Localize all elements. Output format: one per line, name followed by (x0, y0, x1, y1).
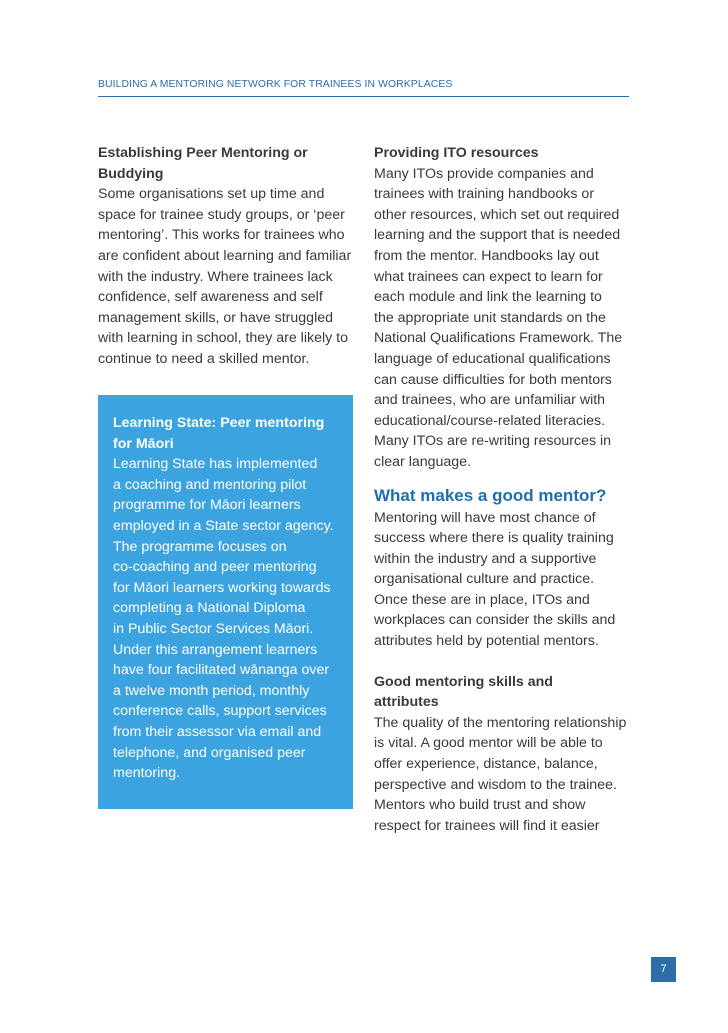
text-line: the appropriate unit standards on the (374, 309, 606, 326)
text-line: within the industry and a supportive (374, 550, 597, 567)
good-mentor-section-title: What makes a good mentor? (374, 485, 607, 505)
text-line: offer experience, distance, balance, (374, 756, 598, 773)
text-line: each module and link the learning to (374, 289, 602, 306)
text-line: from their assessor via email and (113, 723, 322, 740)
text-line: a twelve month period, monthly (113, 682, 310, 699)
text-line: The programme focuses on (113, 538, 287, 555)
text-line: attributes held by potential mentors. (374, 633, 599, 650)
text-line: The quality of the mentoring relationship (374, 714, 627, 731)
text-line: respect for trainees will find it easier (374, 817, 600, 834)
text-line: management skills, or have struggled (98, 309, 334, 326)
right-column (374, 143, 632, 836)
text-line: in Public Sector Services Māori. (113, 620, 314, 637)
text-line: National Qualifications Framework. The (374, 330, 623, 347)
text-line: employed in a State sector agency. (113, 517, 334, 534)
text-line: organisational culture and practice. (374, 571, 595, 588)
text-line: Mentoring will have most chance of (374, 509, 596, 526)
heading-line: attributes (374, 694, 439, 711)
text-line: Mentors who build trust and show (374, 797, 586, 814)
text-line: Many ITOs are re-writing resources in (374, 433, 612, 450)
case-study-callout (98, 395, 353, 809)
text-line: confidence, self awareness and self (98, 289, 323, 306)
text-line: Under this arrangement learners (113, 641, 318, 658)
text-line: success where there is quality training (374, 530, 614, 547)
text-line: perspective and wisdom to the trainee. (374, 776, 617, 793)
text-line: for Māori learners working towards (113, 579, 331, 596)
mentoring-skills-paragraph (374, 713, 632, 837)
callout-paragraph (113, 454, 341, 784)
text-line: with learning in school, they are likely to (98, 330, 348, 347)
header-rule (98, 96, 629, 97)
text-line: mentoring’. This works for trainees who (98, 227, 345, 244)
heading-line: for Māori (113, 435, 174, 452)
text-line: are confident about learning and familiar (98, 247, 352, 264)
text-line: telephone, and organised peer (113, 744, 306, 761)
text-line: co-coaching and peer mentoring (113, 559, 317, 576)
callout-heading (113, 413, 341, 454)
left-column (98, 143, 356, 370)
ito-resources-heading: Providing ITO resources (374, 145, 539, 161)
page-number: 7 (651, 957, 676, 982)
text-line: learning and the support that is needed (374, 227, 621, 244)
heading-line: Learning State: Peer mentoring (113, 415, 325, 431)
text-line: what trainees can expect to learn for (374, 268, 603, 285)
text-line: a coaching and mentoring pilot (113, 476, 307, 493)
peer-mentoring-paragraph (98, 184, 356, 369)
heading-line: Good mentoring skills and (374, 673, 553, 690)
good-mentor-paragraph (374, 508, 632, 652)
text-line: continue to need a skilled mentor. (98, 350, 310, 367)
text-line: mentoring. (113, 765, 181, 782)
heading-line: Buddying (98, 165, 164, 182)
mentoring-skills-heading (374, 672, 632, 713)
text-line: space for trainee study groups, or ‘peer (98, 206, 345, 223)
text-line: have four facilitated wānanga over (113, 662, 330, 679)
text-line: completing a National Diploma (113, 600, 306, 617)
text-line: language of educational qualifications (374, 350, 611, 367)
running-head: BUILDING A MENTORING NETWORK FOR TRAINEES IN WORKPLACES (98, 79, 453, 90)
text-line: with the industry. Where trainees lack (98, 268, 333, 285)
text-line: Many ITOs provide companies and (374, 165, 594, 182)
text-line: trainees with training handbooks or (374, 186, 595, 203)
heading-line: Establishing Peer Mentoring or (98, 145, 308, 161)
text-line: programme for Māori learners (113, 497, 301, 514)
text-line: Learning State has implemented (113, 456, 318, 473)
text-line: can cause difficulties for both mentors (374, 371, 612, 388)
ito-resources-paragraph (374, 164, 632, 473)
text-line: from the mentor. Handbooks lay out (374, 247, 599, 264)
text-line: Once these are in place, ITOs and (374, 591, 590, 608)
text-line: workplaces can consider the skills and (374, 612, 616, 629)
peer-mentoring-heading (98, 143, 356, 184)
text-line: is vital. A good mentor will be able to (374, 735, 603, 752)
text-line: other resources, which set out required (374, 206, 620, 223)
text-line: conference calls, support services (113, 703, 327, 720)
text-line: educational/course-related literacies. (374, 412, 606, 429)
text-line: and trainees, who are unfamiliar with (374, 392, 606, 409)
text-line: Some organisations set up time and (98, 186, 325, 203)
text-line: clear language. (374, 453, 472, 470)
